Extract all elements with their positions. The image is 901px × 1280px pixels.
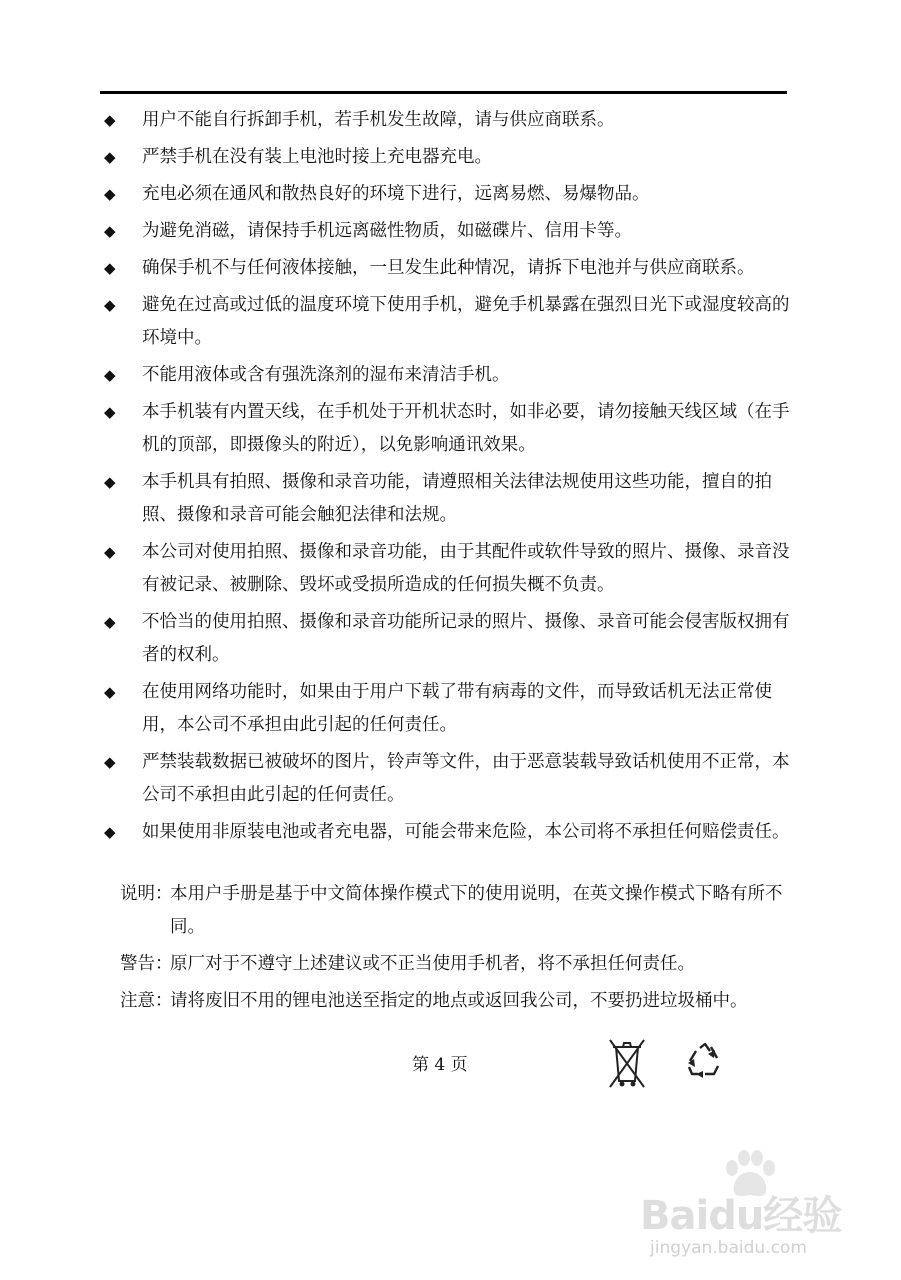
list-item	[100, 536, 790, 602]
crossed-out-bin-icon	[607, 1035, 647, 1090]
safety-list	[100, 104, 790, 853]
note-text: 本用户手册是基于中文简体操作模式下的使用说明，在英文操作模式下略有所不同。	[170, 884, 783, 937]
note-text: 请将废旧不用的锂电池送至指定的地点或返回我公司，不要扔进垃圾桶中。	[170, 991, 748, 1011]
list-item	[100, 178, 790, 211]
diamond-bullet-icon: ◆	[104, 148, 116, 166]
list-item	[100, 359, 790, 392]
item-text: 确保手机不与任何液体接触，一旦发生此种情况，请拆下电池并与供应商联系。	[142, 258, 755, 278]
item-text: 严禁手机在没有装上电池时接上充电器充电。	[142, 147, 492, 167]
note-warning	[120, 948, 790, 981]
list-item	[100, 141, 790, 174]
list-item	[100, 289, 790, 355]
header-rule	[100, 91, 787, 94]
item-text: 不能用液体或含有强洗涤剂的湿布来清洁手机。	[142, 365, 510, 385]
page-number: 第 4 页	[412, 1055, 468, 1075]
notes-section	[120, 878, 790, 1022]
item-text: 为避免消磁，请保持手机远离磁性物质，如磁碟片、信用卡等。	[142, 221, 632, 241]
item-text: 本手机装有内置天线，在手机处于开机状态时，如非必要，请勿接触天线区域（在手机的顶部，即摄像头的附近），以免影响通讯效果。	[142, 402, 790, 455]
item-text: 在使用网络功能时，如果由于用户下载了带有病毒的文件，而导致话机无法正常使用，本公司不承担由此引起的任何责任。	[142, 682, 772, 735]
item-text: 充电必须在通风和散热良好的环境下进行，远离易燃、易爆物品。	[142, 184, 650, 204]
diamond-bullet-icon: ◆	[104, 403, 116, 421]
note-explanation	[120, 878, 790, 944]
item-text: 避免在过高或过低的温度环境下使用手机，避免手机暴露在强烈日光下或湿度较高的环境中。	[142, 295, 790, 348]
item-text: 用户不能自行拆卸手机，若手机发生故障，请与供应商联系。	[142, 110, 615, 130]
watermark-brand: Baidu经验	[640, 1193, 842, 1239]
list-item	[100, 816, 790, 849]
baidu-watermark	[640, 1150, 880, 1260]
note-text: 原厂对于不遵守上述建议或不正当使用手机者，将不承担任何责任。	[170, 954, 695, 974]
list-item	[100, 466, 790, 532]
recycle-icon	[684, 1040, 726, 1082]
diamond-bullet-icon: ◆	[104, 259, 116, 277]
list-item	[100, 252, 790, 285]
note-label: 说明：	[120, 884, 173, 904]
note-label: 警告：	[120, 954, 173, 974]
diamond-bullet-icon: ◆	[104, 111, 116, 129]
list-item	[100, 676, 790, 742]
diamond-bullet-icon: ◆	[104, 683, 116, 701]
item-text: 本公司对使用拍照、摄像和录音功能，由于其配件或软件导致的照片、摄像、录音没有被记录、被删除、毁坏或受损所造成的任何损失概不负责。	[142, 542, 790, 595]
diamond-bullet-icon: ◆	[104, 222, 116, 240]
diamond-bullet-icon: ◆	[104, 753, 116, 771]
list-item	[100, 606, 790, 672]
diamond-bullet-icon: ◆	[104, 296, 116, 314]
diamond-bullet-icon: ◆	[104, 543, 116, 561]
item-text: 不恰当的使用拍照、摄像和录音功能所记录的照片、摄像、录音可能会侵害版权拥有者的权利。	[142, 612, 790, 665]
item-text: 如果使用非原装电池或者充电器，可能会带来危险，本公司将不承担任何赔偿责任。	[142, 822, 790, 842]
diamond-bullet-icon: ◆	[104, 366, 116, 384]
diamond-bullet-icon: ◆	[104, 473, 116, 491]
list-item	[100, 746, 790, 812]
list-item	[100, 104, 790, 137]
item-text: 本手机具有拍照、摄像和录音功能，请遵照相关法律法规使用这些功能，擅自的拍照、摄像和录音可能会触犯法律和法规。	[142, 472, 772, 525]
list-item	[100, 215, 790, 248]
diamond-bullet-icon: ◆	[104, 823, 116, 841]
list-item	[100, 396, 790, 462]
note-attention	[120, 985, 790, 1018]
diamond-bullet-icon: ◆	[104, 185, 116, 203]
note-label: 注意：	[120, 991, 173, 1011]
item-text: 严禁装载数据已被破坏的图片，铃声等文件，由于恶意装载导致话机使用不正常，本公司不承担由此引起的任何责任。	[142, 752, 790, 805]
diamond-bullet-icon: ◆	[104, 613, 116, 631]
watermark-url: jingyan.baidu.com	[650, 1238, 807, 1258]
